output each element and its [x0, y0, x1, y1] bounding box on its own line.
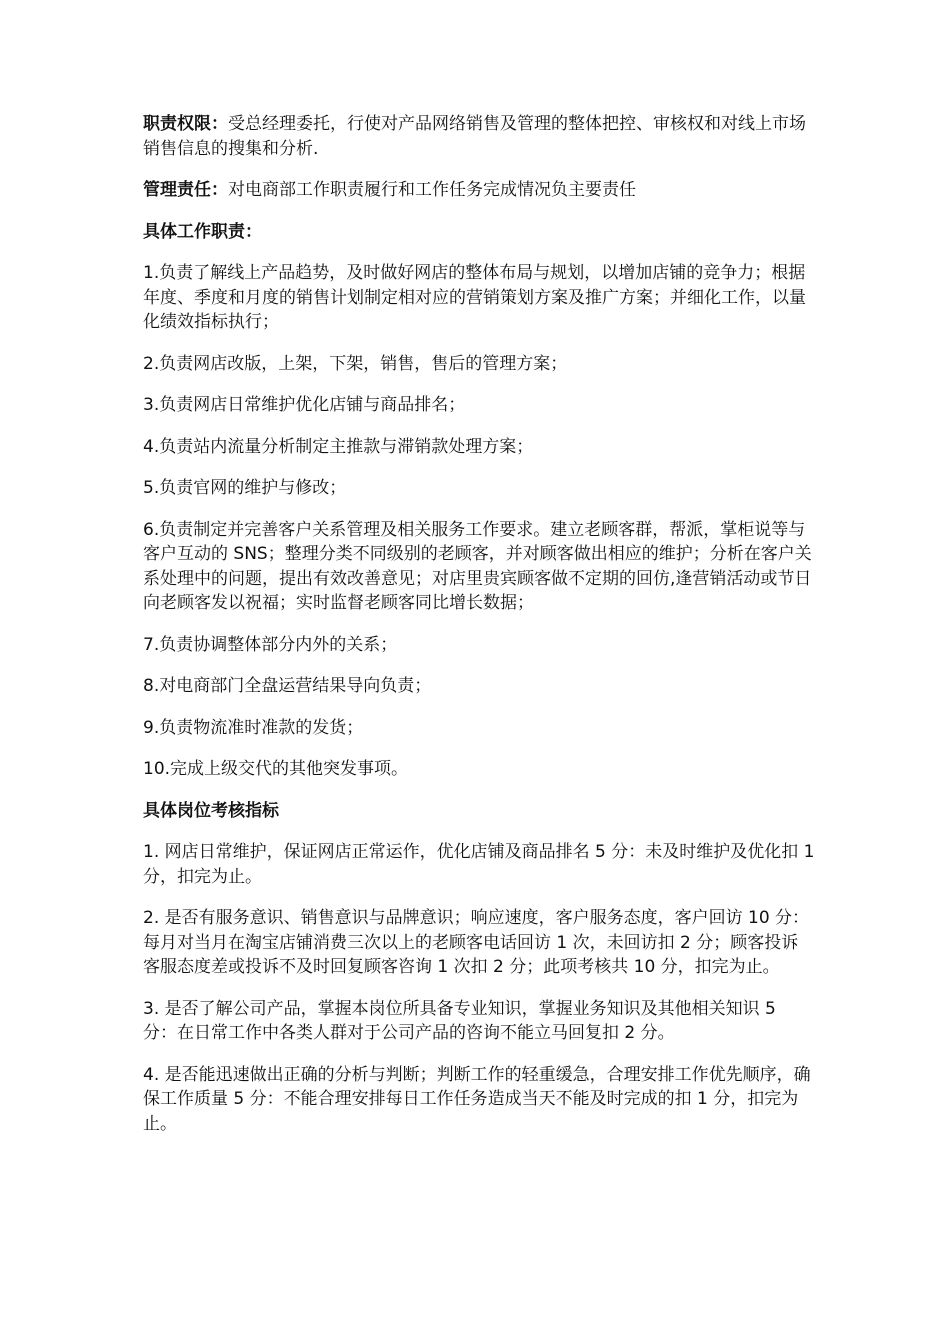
- authority-text: 受总经理委托，行使对产品网络销售及管理的整体把控、审核权和对线上市场销售信息的搜集和分析.: [143, 114, 806, 159]
- duty-item: 3.负责网店日常维护优化店铺与商品排名；: [143, 395, 466, 415]
- duty-item: 1.负责了解线上产品趋势，及时做好网店的整体布局与规划，以增加店铺的竞争力；根据年度、季度和月度的销售计划制定相对应的营销策划方案及推广方案；并细化工作，以量化绩效指标执行；: [143, 263, 806, 332]
- duty-item: 2.负责网店改版，上架，下架，销售，售后的管理方案；: [143, 353, 568, 374]
- duty-item: 8.对电商部门全盘运营结果导向负责；: [143, 676, 432, 696]
- duty-item: 4.负责站内流量分析制定主推款与滞销款处理方案；: [143, 436, 534, 457]
- kpi-item: 4. 是否能迅速做出正确的分析与判断；判断工作的轻重缓急，合理安排工作优先顺序，确保工作质量 5 分：不能合理安排每日工作任务造成当天不能及时完成的扣 1 分，扣完为止。: [143, 1064, 811, 1134]
- kpi-item: 2. 是否有服务意识、销售意识与品牌意识；响应速度，客户服务态度，客户回访 10 分：每月对当月在淘宝店铺消费三次以上的老顾客电话回访 1 次，未回访扣 2 分；顾客投诉客服态度差或投诉不及时回复顾客咨询 1 次扣 2 分；此项考核共 10 分，扣完为止。: [143, 908, 810, 977]
- responsibility-label: 管理责任：: [143, 180, 228, 200]
- duty-item: 6.负责制定并完善客户关系管理及相关服务工作要求。建立老顾客群，帮派，掌柜说等与客户互动的 SNS；整理分类不同级别的老顾客，并对顾客做出相应的维护；分析在客户关系处理中的问题，提出有效改善意见；对店里贵宾顾客做不定期的回仿,逢营销活动或节日向老顾客发以祝福；实时监督老顾客同比增长数据；: [143, 519, 812, 613]
- responsibility-text: 对电商部工作职责履行和工作任务完成情况负主要责任: [228, 180, 636, 200]
- duty-item: 9.负责物流准时准款的发货；: [143, 717, 364, 738]
- duty-item: 10.完成上级交代的其他突发事项。: [143, 759, 409, 779]
- responsibility-paragraph: [143, 178, 815, 203]
- duty-item: 5.负责官网的维护与修改；: [143, 478, 347, 498]
- authority-paragraph: [143, 112, 815, 161]
- duties-heading: 具体工作职责：: [143, 221, 262, 242]
- authority-label: 职责权限：: [143, 114, 228, 134]
- kpi-item: 1. 网店日常维护，保证网店正常运作，优化店铺及商品排名 5 分：未及时维护及优化扣 1 分，扣完为止。: [143, 842, 815, 887]
- duty-item: 7.负责协调整体部分内外的关系；: [143, 634, 398, 655]
- kpi-item: 3. 是否了解公司产品，掌握本岗位所具备专业知识，掌握业务知识及其他相关知识 5 分：在日常工作中各类人群对于公司产品的咨询不能立马回复扣 2 分。: [143, 998, 776, 1043]
- document-page: [143, 112, 815, 1153]
- kpi-heading: 具体岗位考核指标: [143, 800, 279, 821]
